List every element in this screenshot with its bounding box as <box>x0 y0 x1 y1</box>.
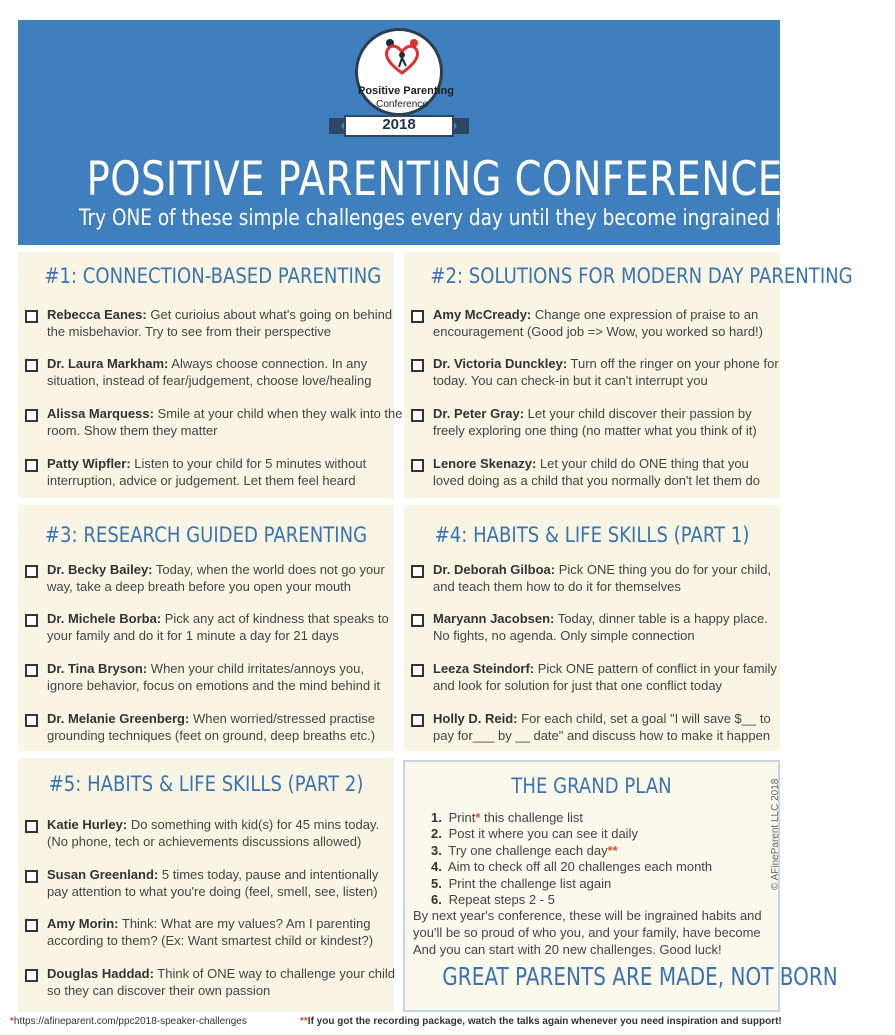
logo-title: Positive Parenting <box>358 85 454 97</box>
challenge-description: Change one expression of praise to an encouragement (Good job => Wow, you worked so hard!) <box>433 307 764 339</box>
plan-step: 3. Try one challenge each day** <box>431 842 618 858</box>
checkbox[interactable] <box>411 359 424 372</box>
challenge-description: Always choose connection. In any situation, instead of fear/judgement, choose love/healing <box>47 356 372 388</box>
plan-step: 1. Print* this challenge list <box>431 810 584 825</box>
checkbox[interactable] <box>25 310 38 323</box>
speaker-name: Dr. Deborah Gilboa: <box>433 562 556 577</box>
challenge-description: Think of ONE way to challenge your child so they can discover their own passion <box>47 966 396 998</box>
logo-circle <box>355 28 454 116</box>
page-subtitle: Try ONE of these simple challenges every day until they become ingrained habits! <box>78 206 840 231</box>
plan-step: 2. Post it where you can see it daily <box>431 826 638 842</box>
challenge-text <box>433 610 779 644</box>
speaker-name: Rebecca Eanes: <box>47 307 147 322</box>
checkbox[interactable] <box>25 870 38 883</box>
checkbox[interactable] <box>411 714 424 727</box>
challenge-description: Let your child do ONE thing that you loved doing as a child that you normally don't let them do <box>433 456 760 488</box>
checkbox[interactable] <box>25 820 38 833</box>
challenge-description: Listen to your child for 5 minutes without interruption, advice or judgement. Let them feel heard <box>47 456 367 488</box>
challenge-text <box>47 816 397 850</box>
speaker-name: Susan Greenland: <box>47 867 159 882</box>
checkbox[interactable] <box>25 664 38 677</box>
challenge-text <box>47 561 399 595</box>
challenge-text <box>47 355 407 389</box>
page-title: POSITIVE PARENTING CONFERENCE 2018 <box>86 152 895 207</box>
section-1 <box>18 252 403 498</box>
speaker-name: Dr. Michele Borba: <box>47 611 162 626</box>
speaker-name: Leeza Steindorf: <box>433 661 535 676</box>
challenge-description: Today, dinner table is a happy place. No fights, no agenda. Only simple connection <box>433 611 768 643</box>
speaker-name: Holly D. Reid: <box>433 711 518 726</box>
challenge-text <box>47 710 399 744</box>
plan-slogan: GREAT PARENTS ARE MADE, NOT BORN <box>442 962 838 991</box>
plan-paragraph: By next year's conference, these will be ingrained habits and you'll be so proud of who you, and your family, have become And you can start with 20 new challenges. Good luck! <box>413 908 762 957</box>
challenge-description: 5 times today, pause and intentionally pay attention to what you're doing (feel, smell, see, listen) <box>47 867 379 899</box>
logo-year: 2018 <box>382 116 416 133</box>
section-title: #2: SOLUTIONS FOR MODERN DAY PARENTING <box>430 264 853 288</box>
section-title: #1: CONNECTION-BASED PARENTING <box>44 264 382 288</box>
checkbox[interactable] <box>25 409 38 422</box>
footer-link[interactable]: *https://afineparent.com/ppc2018-speaker-challenges <box>10 1016 247 1027</box>
challenge-description: Today, when the world does not go your way, take a deep breath before you open your mouth <box>47 562 385 594</box>
challenge-description: Pick any act of kindness that speaks to your family and do it for 1 minute a day for 21 days <box>47 611 389 643</box>
section-4 <box>404 505 780 751</box>
checkbox[interactable] <box>25 969 38 982</box>
challenge-description: Turn off the ringer on your phone for today. You can check-in but it can't interrupt you <box>433 356 779 388</box>
checkbox[interactable] <box>25 359 38 372</box>
challenge-description: When your child irritates/annoys you, ignore behavior, focus on emotions and the mind behind it <box>47 661 381 693</box>
challenge-description: When worried/stressed practise grounding techniques (feet on ground, deep breaths etc.) <box>47 711 376 743</box>
speaker-name: Lenore Skenazy: <box>433 456 537 471</box>
speaker-name: Maryann Jacobsen: <box>433 611 555 626</box>
grand-plan-box <box>403 760 838 1012</box>
challenge-description: For each child, set a goal "I will save $__ to pay for___ by __ date" and discuss how to make it happen <box>433 711 771 743</box>
speaker-name: Amy McCready: <box>433 307 532 322</box>
checkbox[interactable] <box>411 310 424 323</box>
challenge-text <box>47 866 397 900</box>
challenge-description: Pick ONE thing you do for your child, and teach them how to do it for themselves <box>433 562 772 594</box>
challenge-text <box>433 710 779 744</box>
grand-plan-title: THE GRAND PLAN <box>511 774 672 798</box>
checkbox[interactable] <box>25 565 38 578</box>
challenge-description: Think: What are my values? Am I parenting according to them? (Ex: Want smartest child or kindest?) <box>47 916 374 948</box>
logo-subtitle: Conference <box>376 99 428 110</box>
challenge-text <box>433 306 779 340</box>
speaker-name: Patty Wipfler: <box>47 456 131 471</box>
challenge-text <box>433 455 779 489</box>
speaker-name: Dr. Peter Gray: <box>433 406 525 421</box>
section-title: #3: RESEARCH GUIDED PARENTING <box>44 523 368 547</box>
speaker-name: Alissa Marquess: <box>47 406 154 421</box>
challenge-text <box>47 455 407 489</box>
speaker-name: Dr. Laura Markham: <box>47 356 169 371</box>
challenge-description: Get curioius about what's going on behind the misbehavior. Try to see from their perspective <box>47 307 393 339</box>
speaker-name: Katie Hurley: <box>47 817 128 832</box>
plan-step: 5. Print the challenge list again <box>431 875 612 891</box>
family-hearts-icon <box>380 37 424 77</box>
section-5 <box>18 758 394 1012</box>
copyright-notice: © AFineParent LLC 2018 <box>770 778 781 890</box>
section-title: #4: HABITS & LIFE SKILLS (PART 1) <box>434 523 750 547</box>
challenge-text <box>47 915 397 949</box>
checkbox[interactable] <box>25 714 38 727</box>
speaker-name: Amy Morin: <box>47 916 119 931</box>
section-2 <box>404 252 853 498</box>
checkbox[interactable] <box>411 664 424 677</box>
challenge-description: Let your child discover their passion by freely exploring one thing (no matter what you think of it) <box>433 406 757 438</box>
challenge-text <box>47 306 407 340</box>
footer-note: **If you got the recording package, watch the talks again whenever you need inspiration and support! <box>300 1016 782 1027</box>
conference-logo <box>349 28 454 140</box>
challenge-description: Pick ONE pattern of conflict in your family and look for solution for just that one conflict today <box>433 661 777 693</box>
challenge-description: Do something with kid(s) for 45 mins today. (No phone, tech or achievements discussions allowed) <box>47 817 380 849</box>
challenge-description: Smile at your child when they walk into the room. Show them they matter <box>47 406 403 438</box>
checkbox[interactable] <box>25 459 38 472</box>
challenge-text <box>433 660 779 694</box>
challenge-text <box>47 965 397 999</box>
plan-step: 6. Repeat steps 2 - 5 <box>431 891 555 907</box>
checkbox[interactable] <box>25 614 38 627</box>
checkbox[interactable] <box>411 459 424 472</box>
challenge-text <box>433 561 779 595</box>
speaker-name: Dr. Becky Bailey: <box>47 562 153 577</box>
challenge-text <box>433 405 779 439</box>
checkbox[interactable] <box>411 565 424 578</box>
speaker-name: Dr. Melanie Greenberg: <box>47 711 190 726</box>
challenge-text <box>47 660 399 694</box>
checkbox[interactable] <box>411 409 424 422</box>
speaker-name: Dr. Victoria Dunckley: <box>433 356 568 371</box>
challenge-text <box>433 355 779 389</box>
plan-steps <box>431 810 771 908</box>
challenge-text <box>47 405 407 439</box>
checkbox[interactable] <box>25 919 38 932</box>
section-3 <box>18 505 394 751</box>
header-banner <box>18 20 895 245</box>
speaker-name: Douglas Haddad: <box>47 966 154 981</box>
section-title: #5: HABITS & LIFE SKILLS (PART 2) <box>48 772 364 796</box>
checkbox[interactable] <box>411 614 424 627</box>
plan-step: 4. Aim to check off all 20 challenges each month <box>431 859 713 875</box>
speaker-name: Dr. Tina Bryson: <box>47 661 148 676</box>
challenge-text <box>47 610 399 644</box>
